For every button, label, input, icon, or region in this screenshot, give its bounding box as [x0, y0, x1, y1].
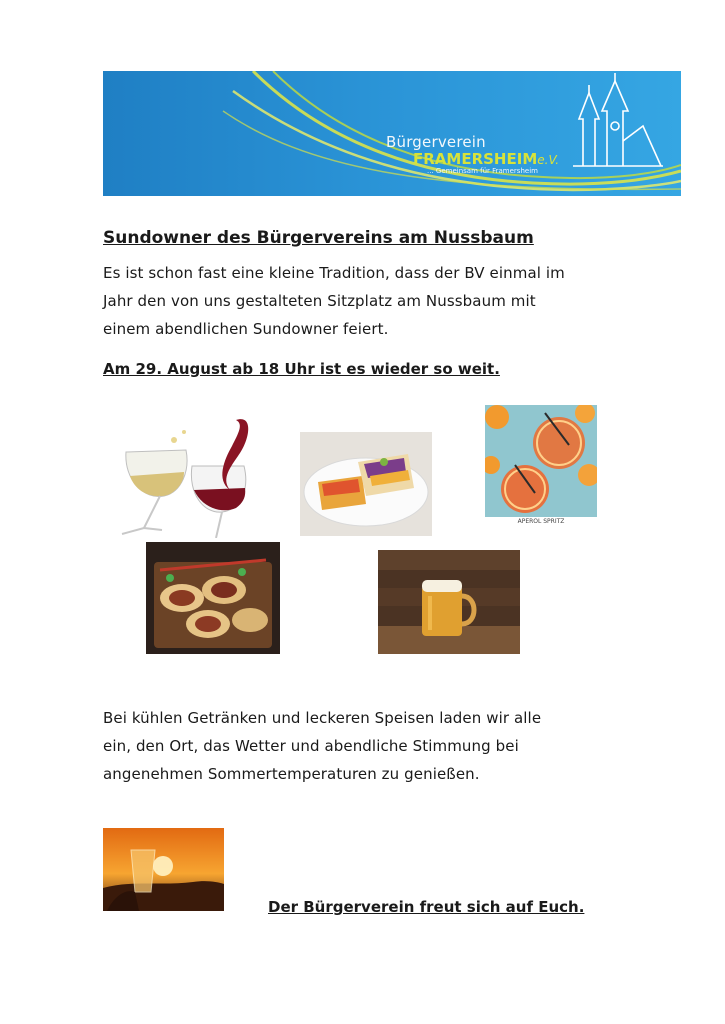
closing-line: Der Bürgerverein freut sich auf Euch. [268, 898, 585, 916]
org-tagline: ... Gemeinsam für Framersheim [427, 167, 538, 175]
org-suffix: e.V. [537, 153, 560, 167]
page-title: Sundowner des Bürgervereins am Nussbaum [103, 228, 534, 248]
grilled-wraps-photo [146, 542, 280, 654]
beer-mug-photo [378, 550, 520, 654]
event-date: Am 29. August ab 18 Uhr ist es wieder so weit. [103, 360, 500, 378]
body-line-1: Bei kühlen Getränken und leckeren Speisen laden wir alle [103, 709, 542, 727]
aperol-caption: APEROL SPRITZ [517, 518, 565, 525]
wine-glasses-photo [104, 410, 256, 538]
aperol-spritz-photo [485, 405, 597, 533]
intro-line-2: Jahr den von uns gestalteten Sitzplatz am Nussbaum mit [103, 292, 536, 310]
church-icon [573, 73, 663, 166]
org-name: Bürgerverein [386, 133, 486, 151]
wraps-plate-photo [300, 432, 432, 536]
intro-line-3: einem abendlichen Sundowner feiert. [103, 320, 389, 338]
header-banner [103, 71, 681, 196]
org-place: FRAMERSHEIMe.V. [413, 150, 560, 168]
body-line-2: ein, den Ort, das Wetter und abendliche Stimmung bei [103, 737, 519, 755]
sunset-glass-photo [103, 828, 224, 911]
body-line-3: angenehmen Sommertemperaturen zu genießen. [103, 765, 480, 783]
intro-line-1: Es ist schon fast eine kleine Tradition, dass der BV einmal im [103, 264, 565, 282]
